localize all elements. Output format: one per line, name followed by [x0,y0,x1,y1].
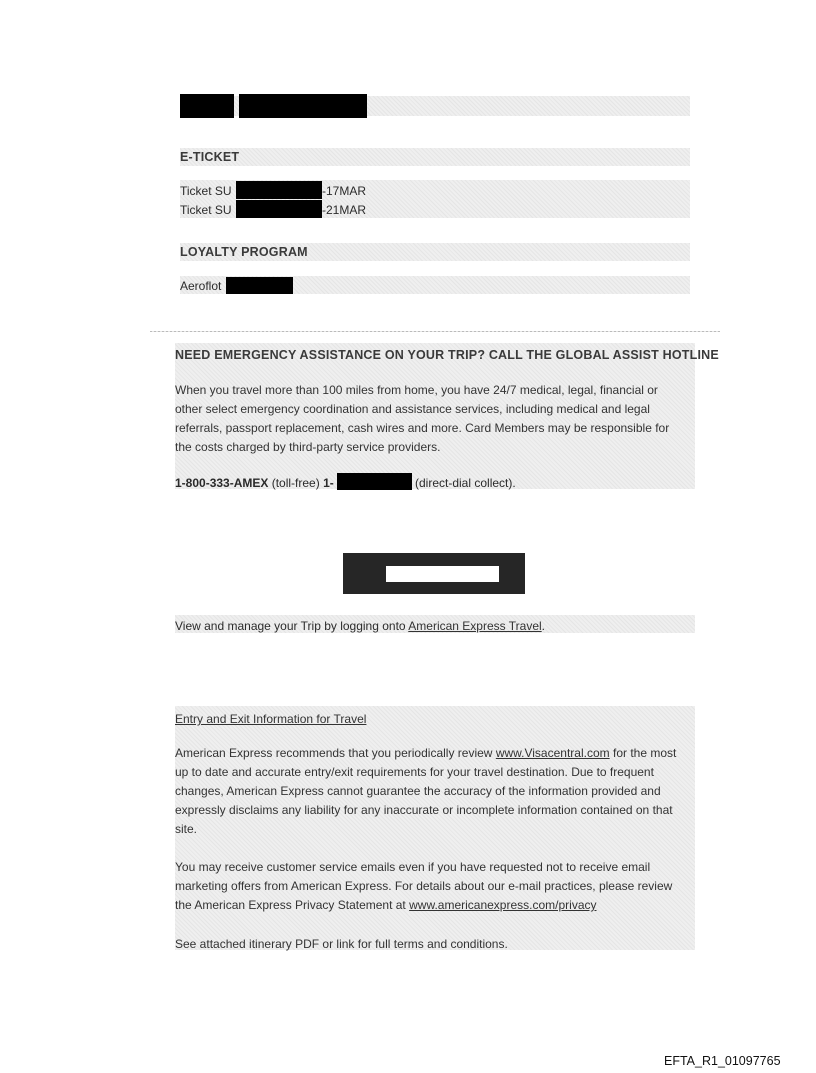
ticket-date: -17MAR [322,184,367,198]
redacted-name-block [180,94,234,118]
section-divider [150,331,720,332]
redacted-direct-number [337,473,412,490]
hotline-line [175,475,334,491]
ticket-prefix: Ticket SU [180,184,232,198]
line-text: for the most [612,746,677,760]
ticket-line [180,183,232,199]
eticket-heading-background [180,148,690,166]
button-label-redacted [386,566,499,582]
paragraph-line: other select emergency coordination and assistance services, including medical and legal [175,402,650,416]
paragraph-line [175,744,676,763]
paragraph-line: referrals, passport replacement, cash wires and more. Card Members may be responsible for [175,421,670,435]
loyalty-heading: LOYALTY PROGRAM [180,245,308,259]
loyalty-program-name: Aeroflot [180,279,222,293]
tollfree-label: (toll-free) [271,476,320,490]
paragraph-line: When you travel more than 100 miles from home, you have 24/7 medical, legal, financial or [175,383,658,397]
manage-trip-button[interactable] [343,553,525,594]
emergency-heading: NEED EMERGENCY ASSISTANCE ON YOUR TRIP? CALL THE GLOBAL ASSIST HOTLINE [175,348,719,362]
paragraph-line: up to date and accurate entry/exit requirements for your travel destination. Due to frequent [175,765,654,779]
emergency-paragraph [175,381,669,457]
american-express-travel-link[interactable]: American Express Travel [408,619,542,633]
eticket-heading: E-TICKET [180,150,240,164]
paragraph-line: changes, American Express cannot guarantee the accuracy of the information provided and [175,784,661,798]
manage-trip-suffix: . [541,619,546,633]
paragraph-line: marketing offers from American Express. For details about our e-mail practices, please review [175,879,673,893]
manage-trip-prefix: View and manage your Trip by logging onto [175,619,406,633]
document-id: EFTA_R1_01097765 [664,1054,781,1068]
paragraph-line: expressly disclaims any liability for any inaccurate or incomplete information contained on that [175,803,673,817]
redacted-loyalty-number [226,277,293,294]
line-text: American Express recommends that you periodically review [175,746,493,760]
paragraph-line: site. [175,822,198,836]
ticket-prefix: Ticket SU [180,203,232,217]
redacted-ticket-number [236,181,322,199]
privacy-link[interactable]: www.americanexpress.com/privacy [409,898,597,912]
manage-trip-text [175,618,545,634]
ticket-date: -21MAR [322,203,367,217]
terms-note: See attached itinerary PDF or link for full terms and conditions. [175,937,508,951]
entry-exit-title-link[interactable]: Entry and Exit Information for Travel [175,712,367,726]
redacted-ticket-number [236,200,322,218]
paragraph-line [175,896,672,915]
privacy-paragraph [175,858,672,915]
direct-number-prefix: 1- [323,476,334,490]
tollfree-number: 1-800-333-AMEX [175,476,269,490]
paragraph-line: You may receive customer service emails even if you have requested not to receive email [175,860,651,874]
line-text: the American Express Privacy Statement at [175,898,406,912]
visacentral-link[interactable]: www.Visacentral.com [495,746,610,760]
redacted-name-block [239,94,367,118]
direct-dial-label: (direct-dial collect). [415,476,516,490]
entry-exit-paragraph [175,744,676,839]
ticket-line [180,202,232,218]
paragraph-line: the costs charged by third-party service providers. [175,440,441,454]
